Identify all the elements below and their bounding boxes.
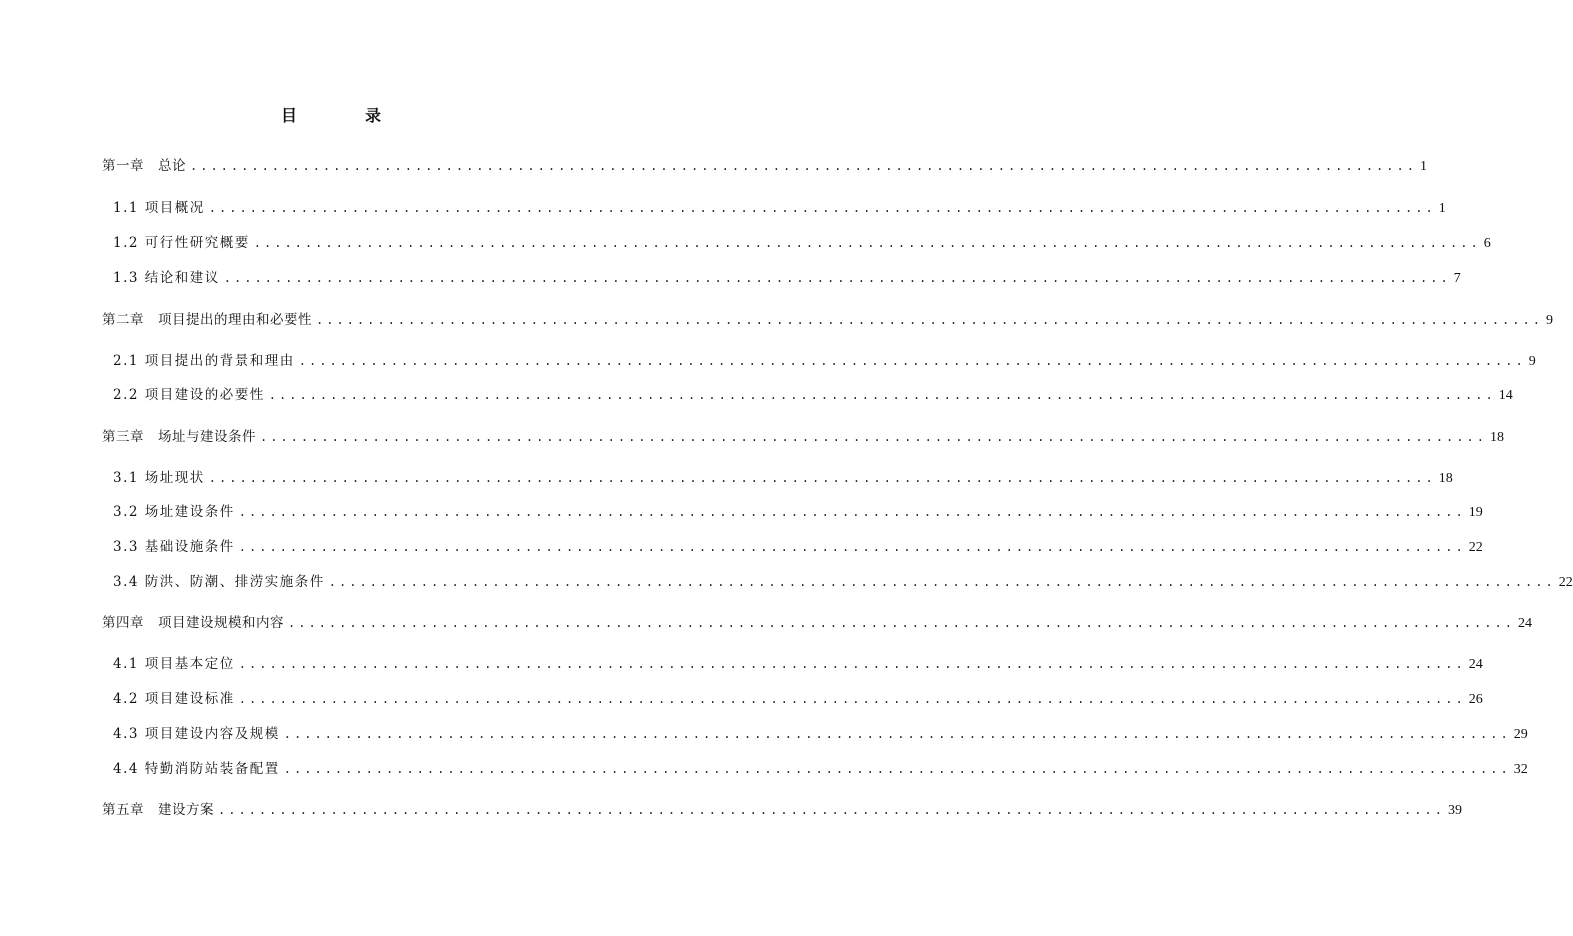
toc-entry-label: 1.2 可行性研究概要	[113, 235, 250, 251]
toc-chapter-1[interactable]	[102, 157, 1427, 176]
toc-chapter-2[interactable]	[102, 311, 1553, 330]
dot-leader: ........................................................................................................................	[208, 201, 1436, 215]
dot-leader: ........................................................................................................................	[283, 762, 1511, 776]
dot-leader: ........................................................................................................................	[238, 505, 1466, 519]
toc-section-3-2[interactable]	[113, 503, 1483, 522]
toc-entry-label: 4.2 项目建设标准	[113, 691, 235, 707]
toc-entry-label: 2.1 项目提出的背景和理由	[113, 353, 295, 369]
dot-leader: ........................................................................................................................	[253, 236, 1481, 250]
toc-section-4-2[interactable]	[113, 690, 1483, 709]
toc-entry-label: 第三章 场址与建设条件	[102, 429, 256, 445]
toc-page-number: 1	[1419, 159, 1427, 174]
toc-page-number: 7	[1453, 271, 1461, 286]
toc-entry-label: 3.3 基础设施条件	[113, 539, 235, 555]
dot-leader: ........................................................................................................................	[238, 540, 1466, 554]
toc-section-3-1[interactable]	[113, 469, 1453, 488]
toc-entry-label: 2.2 项目建设的必要性	[113, 387, 265, 403]
dot-leader: ........................................................................................................................	[260, 430, 1487, 444]
toc-section-3-4[interactable]	[113, 573, 1573, 592]
dot-leader: ........................................................................................................................	[328, 575, 1556, 589]
dot-leader: ........................................................................................................................	[190, 159, 1417, 173]
toc-entry-label: 第二章 项目提出的理由和必要性	[102, 312, 312, 328]
toc-page-number: 9	[1528, 354, 1536, 369]
dot-leader: ........................................................................................................................	[218, 803, 1445, 817]
toc-page-number: 22	[1468, 540, 1483, 555]
toc-entry-label: 第四章 项目建设规模和内容	[102, 615, 284, 631]
toc-entry-label: 4.4 特勤消防站装备配置	[113, 761, 280, 777]
toc-section-4-1[interactable]	[113, 655, 1483, 674]
toc-page-number: 6	[1483, 236, 1491, 251]
toc-page-number: 29	[1513, 727, 1528, 742]
dot-leader: ........................................................................................................................	[238, 657, 1466, 671]
toc-title: 目 录	[280, 106, 407, 125]
toc-page-number: 19	[1468, 505, 1483, 520]
toc-page-number: 39	[1447, 803, 1462, 818]
toc-page-number: 1	[1438, 201, 1446, 216]
toc-entry-label: 第五章 建设方案	[102, 802, 214, 818]
toc-section-2-2[interactable]	[113, 386, 1513, 405]
toc-entry-label: 第一章 总论	[102, 158, 186, 174]
toc-page-number: 32	[1513, 762, 1528, 777]
toc-page-number: 22	[1558, 575, 1573, 590]
toc-entry-label: 3.1 场址现状	[113, 470, 205, 486]
toc-chapter-4[interactable]	[102, 614, 1532, 633]
toc-page-number: 14	[1498, 388, 1513, 403]
toc-page-number: 24	[1468, 657, 1483, 672]
toc-page-number: 24	[1517, 616, 1532, 631]
toc-page-number: 18	[1489, 430, 1504, 445]
toc-section-4-3[interactable]	[113, 725, 1528, 744]
toc-section-4-4[interactable]	[113, 760, 1528, 779]
toc-page-number: 18	[1438, 471, 1453, 486]
toc-entry-label: 4.1 项目基本定位	[113, 656, 235, 672]
toc-section-1-2[interactable]	[113, 234, 1491, 253]
toc-page-number: 9	[1545, 313, 1553, 328]
toc-entry-label: 1.1 项目概况	[113, 200, 205, 216]
toc-entry-label: 3.4 防洪、防潮、排涝实施条件	[113, 574, 325, 590]
toc-entry-label: 4.3 项目建设内容及规模	[113, 726, 280, 742]
toc-section-2-1[interactable]	[113, 352, 1536, 371]
toc-entry-label: 3.2 场址建设条件	[113, 504, 235, 520]
toc-page-number: 26	[1468, 692, 1483, 707]
dot-leader: ........................................................................................................................	[298, 354, 1526, 368]
dot-leader: ........................................................................................................................	[288, 616, 1515, 630]
toc-section-1-3[interactable]	[113, 269, 1461, 288]
toc-section-1-1[interactable]	[113, 199, 1446, 218]
dot-leader: ........................................................................................................................	[208, 471, 1436, 485]
toc-chapter-5[interactable]	[102, 801, 1462, 820]
toc-entry-label: 1.3 结论和建议	[113, 270, 220, 286]
dot-leader: ........................................................................................................................	[283, 727, 1511, 741]
toc-chapter-3[interactable]	[102, 428, 1504, 447]
dot-leader: ........................................................................................................................	[238, 692, 1466, 706]
dot-leader: ........................................................................................................................	[268, 388, 1496, 402]
dot-leader: ........................................................................................................................	[223, 271, 1451, 285]
toc-section-3-3[interactable]	[113, 538, 1483, 557]
dot-leader: ........................................................................................................................	[316, 313, 1543, 327]
